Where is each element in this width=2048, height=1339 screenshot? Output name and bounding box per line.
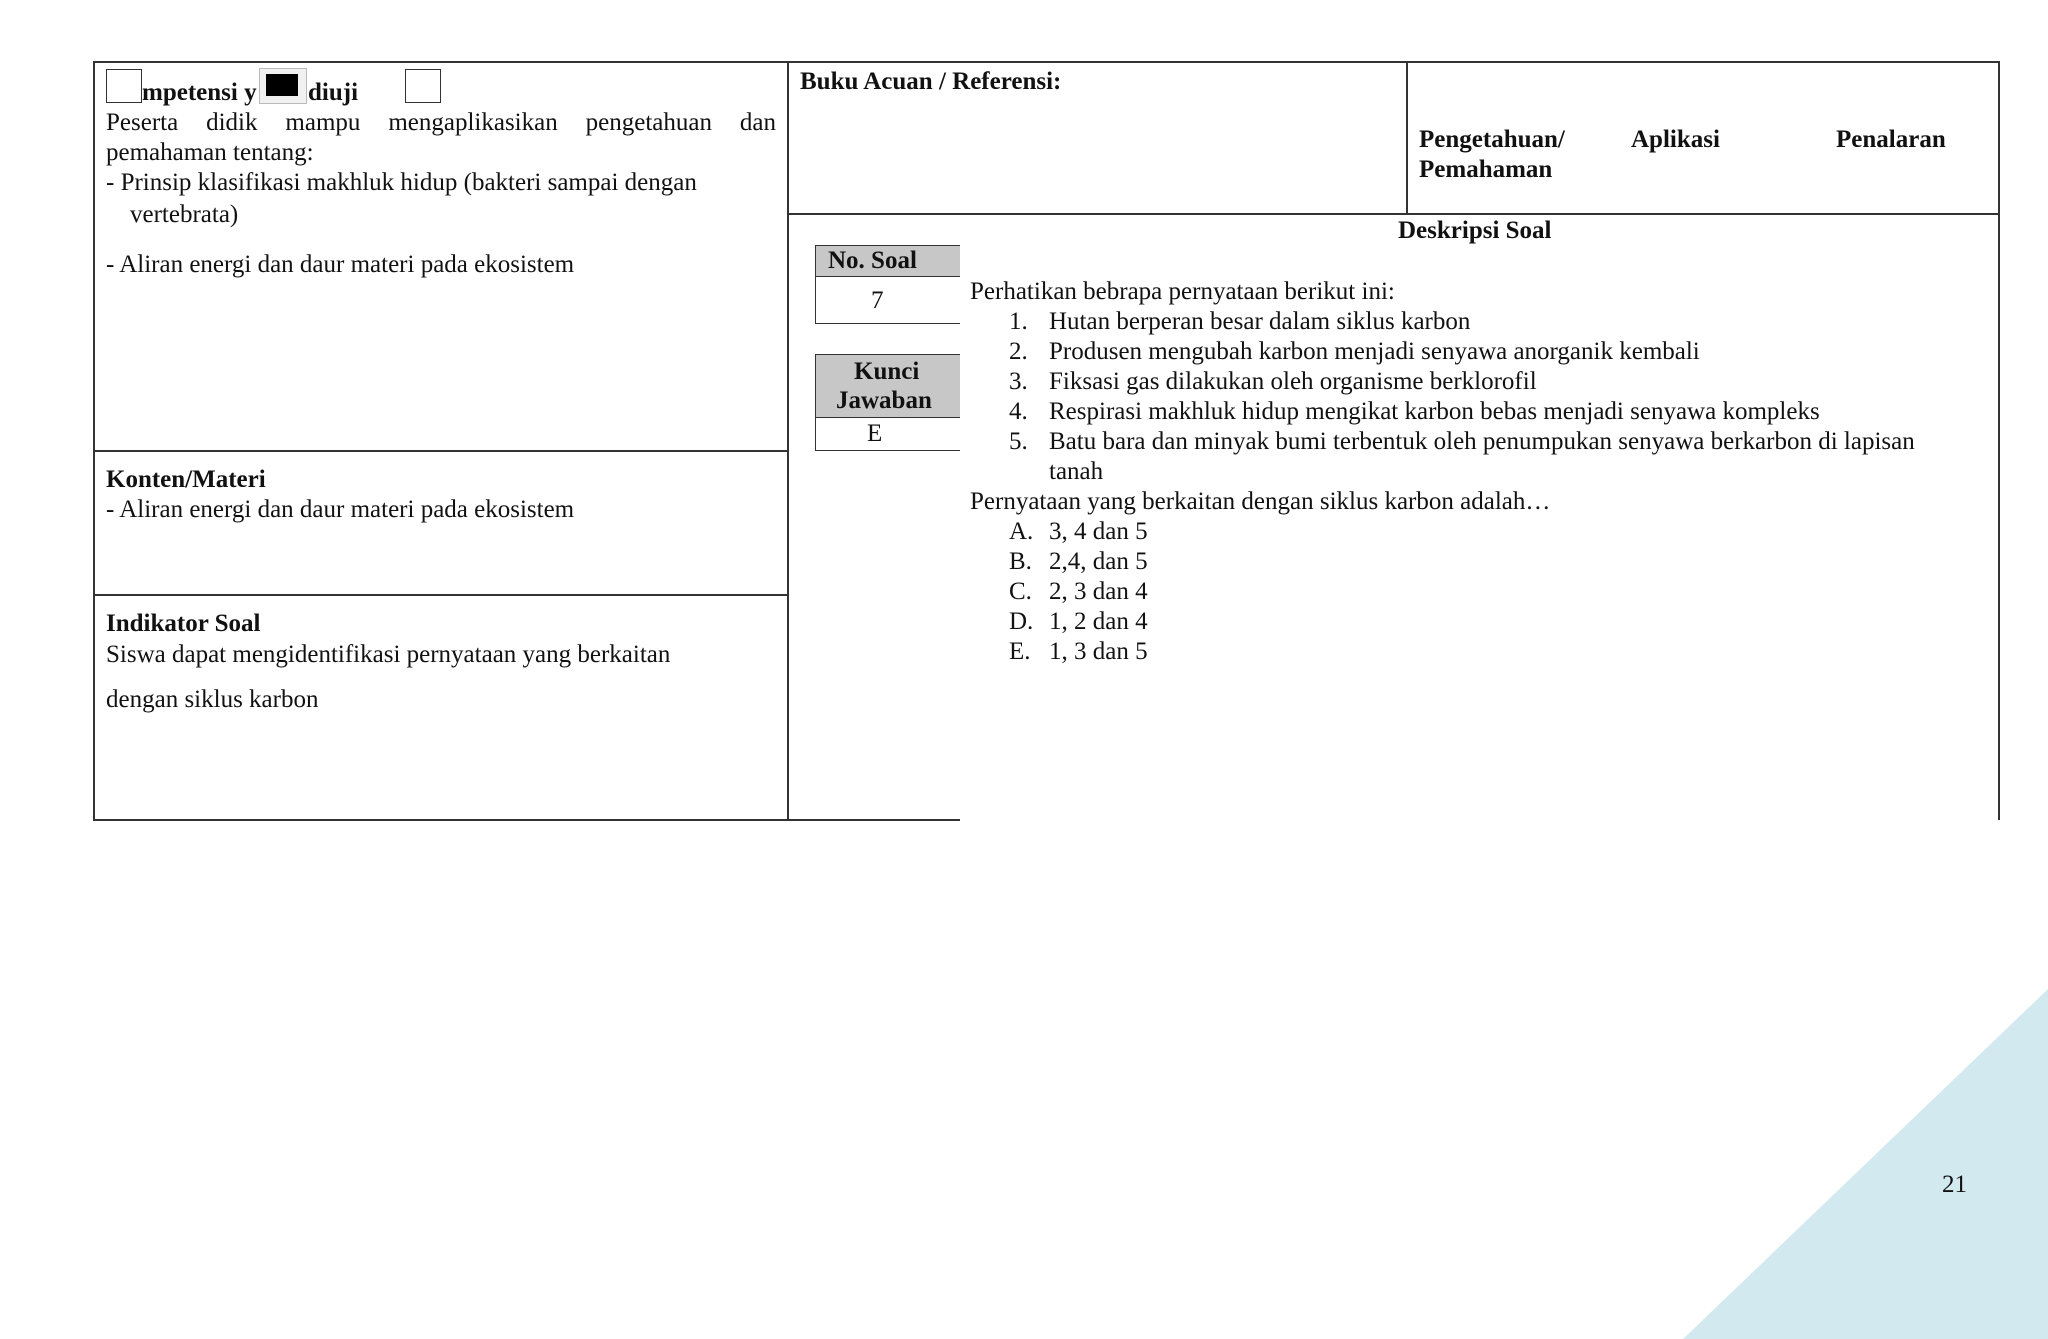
kompetensi-title: mpetensi y: [142, 79, 257, 106]
checkbox-2[interactable]: [259, 68, 307, 104]
option-letter-c: C.: [1009, 578, 1032, 605]
konten-title: Konten/Materi: [106, 466, 266, 493]
konten-item: - Aliran energi dan daur materi pada ekosistem: [106, 496, 575, 523]
option-c: 2, 3 dan 4: [1049, 578, 1148, 605]
statement-number-2: 2.: [1009, 338, 1028, 365]
statement-number-1: 1.: [1009, 308, 1028, 335]
soal-intro: Perhatikan bebrapa pernyataan berikut ini:: [970, 278, 1395, 305]
corner-decoration: [1683, 989, 2048, 1339]
indikator-title: Indikator Soal: [106, 610, 261, 637]
statement-5: Batu bara dan minyak bumi terbentuk oleh penumpukan senyawa berkarbon di lapisan: [1049, 428, 1915, 455]
statement-3: Fiksasi gas dilakukan oleh organisme berklorofil: [1049, 368, 1537, 395]
kompetensi-desc-line2: pemahaman tentang:: [106, 139, 314, 166]
kunci-label-2: Jawaban: [836, 387, 932, 414]
no-soal-value: 7: [871, 287, 884, 314]
kunci-value: E: [867, 420, 883, 447]
deskripsi-soal-title: Deskripsi Soal: [1398, 217, 1552, 244]
header-level-divider: [1406, 61, 1408, 214]
kompetensi-item-1-cont: vertebrata): [130, 201, 239, 228]
table-right-border: [1998, 61, 2000, 820]
kompetensi-item-1: - Prinsip klasifikasi makhluk hidup (bakteri sampai dengan: [106, 169, 697, 196]
checkbox-3[interactable]: [405, 69, 441, 103]
column-divider-left: [787, 61, 789, 820]
page-number: 21: [1942, 1171, 1967, 1198]
kompetensi-item-2: - Aliran energi dan daur materi pada ekosistem: [106, 251, 575, 278]
soal-question: Pernyataan yang berkaitan dengan siklus karbon adalah…: [970, 488, 1551, 515]
statement-number-4: 4.: [1009, 398, 1028, 425]
option-letter-e: E.: [1009, 638, 1031, 665]
filled-square-icon: [266, 74, 298, 96]
level-penalaran: Penalaran: [1836, 126, 1946, 153]
left-row-divider-2: [93, 594, 788, 596]
kompetensi-desc-line1: Peserta didik mampu mengaplikasikan pengetahuan dan: [106, 109, 776, 136]
statement-5-cont: tanah: [1049, 458, 1104, 485]
statement-4: Respirasi makhluk hidup mengikat karbon bebas menjadi senyawa kompleks: [1049, 398, 1820, 425]
option-d: 1, 2 dan 4: [1049, 608, 1148, 635]
table-top-border: [93, 61, 1999, 63]
indikator-line-1: Siswa dapat mengidentifikasi pernyataan yang berkaitan: [106, 641, 671, 668]
table-left-border: [93, 61, 95, 820]
option-letter-a: A.: [1009, 518, 1034, 545]
kunci-cell: [815, 417, 960, 451]
no-soal-label: No. Soal: [828, 247, 917, 274]
level-pengetahuan-1: Pengetahuan/: [1419, 126, 1565, 153]
left-row-divider-1: [93, 450, 788, 452]
statement-1: Hutan berperan besar dalam siklus karbon: [1049, 308, 1471, 335]
kunci-label-1: Kunci: [854, 358, 920, 385]
kunci-header: [815, 354, 960, 418]
option-letter-d: D.: [1009, 608, 1034, 635]
indikator-line-2: dengan siklus karbon: [106, 686, 319, 713]
buku-acuan-label: Buku Acuan / Referensi:: [800, 68, 1062, 95]
option-e: 1, 3 dan 5: [1049, 638, 1148, 665]
no-soal-cell: [815, 276, 960, 324]
header-bottom-border: [787, 213, 1999, 215]
level-pengetahuan-2: Pemahaman: [1419, 156, 1553, 183]
no-soal-header: [815, 245, 960, 277]
statement-2: Produsen mengubah karbon menjadi senyawa anorganik kembali: [1049, 338, 1700, 365]
checkbox-1[interactable]: [106, 69, 142, 103]
statement-number-5: 5.: [1009, 428, 1028, 455]
kompetensi-title-end: diuji: [308, 79, 359, 106]
option-b: 2,4, dan 5: [1049, 548, 1148, 575]
option-a: 3, 4 dan 5: [1049, 518, 1148, 545]
table-bottom-border: [93, 819, 960, 821]
statement-number-3: 3.: [1009, 368, 1028, 395]
option-letter-b: B.: [1009, 548, 1032, 575]
level-aplikasi: Aplikasi: [1631, 126, 1720, 153]
